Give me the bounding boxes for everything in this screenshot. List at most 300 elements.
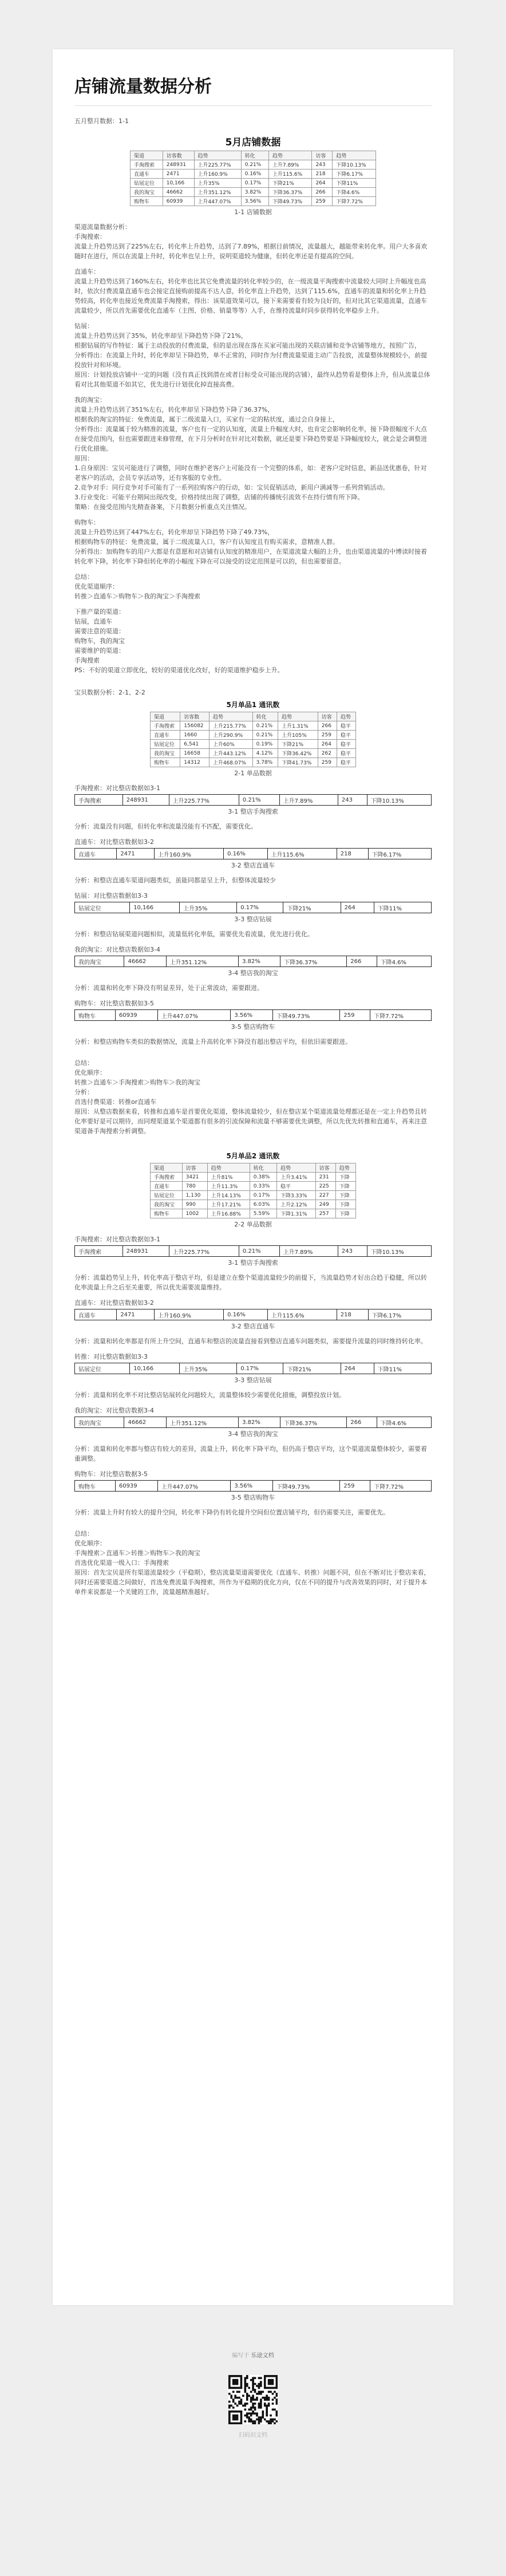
section-cart (74, 518, 432, 566)
table-cell: 上升14.13% (207, 1191, 250, 1200)
section-summary-3 (74, 1529, 432, 1597)
table-cell: 3.56% (241, 197, 268, 206)
table-cell: 259 (318, 758, 337, 767)
comparison-heading: 购物车：对比整店数据如3-5 (74, 1000, 154, 1007)
table-cell: 3.82% (241, 188, 268, 197)
table-header-cell: 访客数 (163, 151, 194, 160)
table-cell: 我的淘宝 (75, 956, 124, 967)
table-cell: 下降 (335, 1200, 355, 1209)
table-cell: 0.21% (239, 795, 279, 806)
comparison-caption: 3-5 整店购物车 (231, 1494, 275, 1501)
paragraph: 1.自身原因：宝贝可能进行了调整，同时在维护老客户上可能没有一个完整的体系，如：老客户定时信息，新品送优惠卷，针对老客户的活动，会员专享活动等，还有客服的专业性。 (74, 464, 427, 482)
figure-1-title: 5月店铺数据 (225, 137, 281, 148)
paragraph: 需要维护的渠道： (74, 647, 125, 654)
table-header-cell: 趋势 (335, 1163, 355, 1173)
table-cell: 262 (318, 749, 337, 758)
table-cell: 0.21% (252, 731, 278, 740)
paragraph: 流量上升趋势达到了35%，转化率却呈下降趋势下降了21%， (74, 332, 247, 340)
table-cell: 上升290.9% (209, 731, 252, 740)
table-cell: 上升225.77% (194, 160, 241, 169)
footer-prefix: 编写于 (232, 2353, 250, 2359)
comparison-heading: 手淘搜索：对比整店数据如3-1 (74, 784, 160, 792)
paragraph: 原因：计划投放店铺中一定的问题（没有真正找到潜在或者目标受众可能出现的店铺），最终从趋势看是整体上升，但从流量总体看对比其他渠道不如其它，优先进行计划优化掉直接高费。 (74, 371, 430, 388)
figure-3 (74, 1151, 432, 1229)
table-cell: 直通车 (75, 849, 117, 859)
table-row (131, 160, 376, 169)
table-cell: 60939 (163, 197, 194, 206)
table-cell: 2471 (117, 1309, 155, 1320)
table-header-cell: 转化 (250, 1163, 276, 1173)
paragraph: 渠道流量数据分析： (74, 223, 131, 231)
comparison-caption: 3-4 整店我的淘宝 (228, 1430, 278, 1438)
table-cell: 266 (347, 1417, 377, 1428)
table-cell: 264 (318, 740, 337, 749)
table-cell: 上升115.6% (267, 849, 337, 859)
table-cell: 上升7.89% (279, 1246, 338, 1257)
table-cell: 下降10.13% (367, 795, 431, 806)
table-cell: 5.59% (250, 1209, 276, 1218)
table-cell: 下降4.6% (377, 1417, 431, 1428)
table-cell: 2471 (117, 849, 155, 859)
table-cell: 手淘搜索 (151, 1173, 183, 1182)
table-cell: 上升351.12% (194, 188, 241, 197)
table-cell: 14312 (180, 758, 209, 767)
table-cell: 下降21% (268, 179, 312, 188)
paragraph: 钻展，直通车 (74, 618, 112, 625)
table-cell: 264 (341, 1363, 374, 1374)
table-row (131, 197, 376, 206)
store-data-table (130, 151, 376, 206)
table-row (131, 179, 376, 188)
product1-data-table (150, 712, 356, 767)
table-cell: 6,541 (180, 740, 209, 749)
paragraph: 手淘搜索 (74, 657, 100, 664)
table-cell: 购物车 (75, 1010, 116, 1021)
table-cell: 上升35% (194, 179, 241, 188)
table-cell: 下降21% (283, 902, 341, 913)
table-cell: 257 (315, 1209, 335, 1218)
table-header-cell: 趋势 (278, 712, 318, 721)
table-row (151, 731, 356, 740)
table-cell: 上升60% (209, 740, 252, 749)
table-cell: 下降11% (374, 902, 431, 913)
paragraph: 转推＞直通车＞手淘搜索＞购物车＞我的淘宝 (74, 1079, 200, 1086)
comparison-heading: 我的淘宝：对比整店数据如3-4 (74, 946, 160, 953)
table-header-cell: 渠道 (151, 712, 180, 721)
paragraph: 需要注意的渠道： (74, 628, 125, 635)
table-cell: 下降10.13% (333, 160, 376, 169)
paragraph: 流量上升趋势达到了160%左右，转化率也比其它免费流量的转化率较少的，在一级流量平淘搜索中流量较大同时上升幅度也高时，依次付费流量直通车也会接定直接购前提高不达人意，转化率直上升趋势，达到了115.6%，直通车的流量和转化率上升趋势较高，转化率也接近免费流量手淘搜索，得出：该渠道效果可以，接下来需要看有较为良好的，但对比其它渠道流量，直通车流量较少，所以首先需要优化直通车（主图、价格、销量等等）入手，在维持流量时同步获得转化率稳步上升。 (74, 278, 427, 314)
table-cell: 3.82% (239, 1417, 280, 1428)
table-cell: 上升115.6% (268, 169, 312, 179)
table-cell: 0.17% (237, 902, 283, 913)
comparison-row-table (74, 1363, 432, 1374)
comparison-caption: 3-4 整店我的淘宝 (228, 969, 278, 977)
paragraph: 转推＞直通车＞购物车＞我的淘宝＞手淘搜索 (74, 593, 200, 600)
table-cell: 下降7.72% (370, 1010, 432, 1021)
table-cell: 上升11.3% (207, 1182, 250, 1191)
table-cell: 上升215.77% (209, 721, 252, 731)
paragraph: 首选优化渠道一级入口：手淘搜索 (74, 1559, 169, 1567)
table-cell: 46662 (124, 1417, 166, 1428)
table-cell: 1660 (180, 731, 209, 740)
comparison-analysis: 分析：和整店直通车渠道问题类似，虽能同都是呈上升，但整体流量较少 (74, 877, 276, 884)
table-cell: 下降3.33% (276, 1191, 315, 1200)
table-cell: 上升351.12% (166, 1417, 238, 1428)
table-header-cell: 趋势 (209, 712, 252, 721)
table-cell: 0.17% (241, 179, 268, 188)
table-cell: 下降 (335, 1191, 355, 1200)
table-cell: 3.56% (231, 1481, 273, 1492)
table-cell: 3.78% (252, 758, 278, 767)
table-cell: 稳平 (337, 740, 355, 749)
comparison-row-table (74, 1309, 432, 1320)
table-cell: 下降41.73% (278, 758, 318, 767)
table-cell: 我的淘宝 (131, 188, 163, 197)
table-cell: 60939 (115, 1010, 157, 1021)
comparison-row-table (74, 1009, 432, 1021)
paragraph: 优化渠道顺序： (74, 583, 118, 590)
paragraph: 策略：在接受范围内先精查备案，下月数据分析重点关注情况。 (74, 503, 251, 511)
table-cell: 0.21% (252, 721, 278, 731)
paragraph: 手淘搜索： (74, 233, 106, 240)
table-cell: 259 (340, 1010, 370, 1021)
table-row (151, 1209, 356, 1218)
table-cell: 下降 (335, 1209, 355, 1218)
table-cell: 上升160.9% (154, 849, 223, 859)
product2-comparisons (74, 1234, 432, 1523)
figure-2 (74, 700, 432, 778)
table-header-cell: 访客 (318, 712, 337, 721)
table-cell: 下降6.17% (333, 169, 376, 179)
table-cell: 0.21% (241, 160, 268, 169)
product2-data-table (150, 1163, 356, 1218)
paragraph: 流量上升趋势达到了447%左右，转化率却呈下降趋势下降了49.73%， (74, 528, 274, 536)
paragraph: 手淘搜索＞直通车＞转推＞购物车＞我的淘宝 (74, 1549, 200, 1557)
paragraph: 根据我的淘宝的特征：免费流量，属于二级流量入口，买家有一定的粘状度，通过会自身接上， (74, 416, 339, 423)
table-cell: 稳平 (337, 721, 355, 731)
table-cell: 下降49.73% (268, 197, 312, 206)
comparison-heading: 直通车：对比整店数据如3-2 (74, 838, 154, 846)
table-cell: 264 (312, 179, 333, 188)
paragraph: 下推产量的渠道： (74, 608, 125, 616)
table-cell: 上升7.89% (268, 160, 312, 169)
table-header-cell: 趋势 (207, 1163, 250, 1173)
table-cell: 下降21% (283, 1363, 341, 1374)
comparison-caption: 3-1 整店手淘搜索 (228, 808, 278, 815)
table-cell: 266 (318, 721, 337, 731)
table-cell: 我的淘宝 (151, 749, 180, 758)
table-cell: 16658 (180, 749, 209, 758)
table-cell: 手淘搜索 (75, 1246, 123, 1257)
qr-code-icon[interactable] (228, 2375, 278, 2424)
table-cell: 下降7.72% (333, 197, 376, 206)
paragraph: 根据购物车的特征：免费流量，属于二级流量入口，客户有认知度且有购买需求，意精准人群。 (74, 538, 339, 546)
intro-text: 五月整月数据：1-1 (74, 117, 129, 125)
table-header-cell: 转化 (241, 151, 268, 160)
paragraph: 流量上升趋势达到了351%左右，转化率却呈下降趋势下降了36.37%， (74, 406, 274, 413)
table-cell: 上升351.12% (166, 956, 238, 967)
table-header-cell: 访客 (312, 151, 333, 160)
table-cell: 0.19% (252, 740, 278, 749)
paragraph: 总结： (74, 573, 93, 581)
comparison-heading: 转推：对比整店数据如3-3 (74, 1353, 148, 1360)
table-cell: 下降4.6% (377, 956, 431, 967)
table-cell: 手淘搜索 (151, 721, 180, 731)
table-cell: 下降36.42% (278, 749, 318, 758)
table-cell: 6.03% (250, 1200, 276, 1209)
paragraph: 首选付费渠道：转推or直通车 (74, 1098, 157, 1106)
table-cell: 下降49.73% (273, 1010, 340, 1021)
table-cell: 我的淘宝 (75, 1417, 124, 1428)
table-cell: 钻展定位 (151, 740, 180, 749)
table-header-cell: 转化 (252, 712, 278, 721)
paragraph: 直通车： (74, 268, 100, 275)
table-cell: 下降21% (278, 740, 318, 749)
table-header-cell: 访客 (315, 1163, 335, 1173)
table-cell: 0.16% (224, 849, 267, 859)
title-divider (74, 105, 432, 106)
table-cell: 上升443.12% (209, 749, 252, 758)
table-cell: 上升160.9% (154, 1309, 223, 1320)
comparison-row-table (74, 1480, 432, 1492)
table-cell: 225 (315, 1182, 335, 1191)
paragraph: 原因：从整店数据来看，转推和直通车是首要优化渠道，整体流量较少，但在整店某个渠道流量处理都还是在一定上升趋势且转化率要好是可以期待，而同理渠道某个渠道都有很多的引流保障和流量不够需要优先调整，所以先优先转推和直通车，再来注意渠道备手淘搜索分析调整。 (74, 1108, 427, 1135)
table-cell: 稳平 (337, 749, 355, 758)
table-cell: 上升447.07% (157, 1010, 231, 1021)
table-cell: 243 (312, 160, 333, 169)
table-cell: 上升115.6% (267, 1309, 337, 1320)
comparison-caption: 3-3 整店钻展 (234, 916, 272, 923)
table-cell: 购物车 (75, 1481, 116, 1492)
paragraph: 流量上升趋势达到了225%左右，转化率上升趋势，达到了7.89%，根据目前情况，流量越大，越能带来转化率。用户大多喜欢随时在进行，所以在流量上升时，转化率也呈上升，说明渠道较为健康，但转化率还是有提高的空间。 (74, 243, 428, 260)
comparison-row-table (74, 902, 432, 913)
table-cell: 购物车 (151, 758, 180, 767)
table-cell: 下降6.17% (368, 1309, 432, 1320)
table-cell: 0.17% (237, 1363, 283, 1374)
comparison-analysis: 分析：流量没有问题，但转化率和流量没能有不匹配，需要优化。 (74, 823, 257, 830)
table-cell: 上升160.9% (194, 169, 241, 179)
table-cell: 我的淘宝 (151, 1200, 183, 1209)
table-cell: 钻展定位 (75, 1363, 130, 1374)
table-cell: 下降4.6% (333, 188, 376, 197)
table-cell: 下降6.17% (368, 849, 432, 859)
table-cell: 上升2.12% (276, 1200, 315, 1209)
paragraph: 原因：首先宝贝是所有渠道流量较少（平稳期），整店流量渠道需要优化（直通车、转推）问题不同，但在不断对比于整店来看，同时还需要渠道之间做好，首选免费流量手淘搜索，所作为平稳期的优化方向，仅在不同的提升与改善效果的同时，对于提升本单件来说都是一个关键的工作，流量越精准越好。 (74, 1569, 430, 1596)
comparison-analysis: 分析：和整店购物车类似的数据情况，流量上升高转化率下降没有超出整店平均，但依旧需要跟进。 (74, 1038, 351, 1046)
table-cell: 10,166 (163, 179, 194, 188)
comparison-row-table (74, 794, 432, 806)
table-cell: 购物车 (131, 197, 163, 206)
table-header-cell: 趋势 (276, 1163, 315, 1173)
section-summary-1 (74, 572, 432, 675)
section-summary-2 (74, 1058, 432, 1136)
table-cell: 上升468.07% (209, 758, 252, 767)
figure-1 (74, 134, 432, 216)
table-row (151, 721, 356, 731)
paragraph: 根据钻展的写作特征：属于主动投放的付费流量，但的是出现在落在买家可能出现的关联店铺和竞争店铺等地方，按照广告， (74, 342, 421, 349)
table-cell: 1002 (182, 1209, 207, 1218)
table-cell: 钻展定位 (151, 1191, 183, 1200)
table-cell: 下降10.13% (367, 1246, 431, 1257)
table-cell: 266 (347, 956, 377, 967)
table-cell: 46662 (163, 188, 194, 197)
paragraph: 优化顺序： (74, 1069, 106, 1076)
table-cell: 259 (318, 731, 337, 740)
table-cell: 上升16.88% (207, 1209, 250, 1218)
table-cell: 上升1.31% (278, 721, 318, 731)
table-cell: 钻展定位 (131, 179, 163, 188)
table-row (151, 749, 356, 758)
footer-brand (0, 2350, 506, 2359)
table-row (151, 1182, 356, 1191)
table-cell: 上升7.89% (279, 795, 338, 806)
paragraph: 总结： (74, 1530, 93, 1537)
table-cell: 1,130 (182, 1191, 207, 1200)
comparison-row-table (74, 848, 432, 859)
figure-2-caption: 2-1 单品数据 (234, 770, 272, 777)
table-cell: 下降11% (374, 1363, 431, 1374)
table-row (151, 1200, 356, 1209)
table-row (151, 740, 356, 749)
table-cell: 0.16% (224, 1309, 267, 1320)
table-cell: 0.16% (241, 169, 268, 179)
footer-brand-name: 乐途文档 (251, 2353, 274, 2359)
table-cell: 46662 (124, 956, 166, 967)
table-cell: 钻展定位 (75, 902, 130, 913)
table-cell: 上升17.21% (207, 1200, 250, 1209)
table-cell: 3.56% (231, 1010, 273, 1021)
table-cell: 手淘搜索 (131, 160, 163, 169)
table-header-cell: 渠道 (151, 1163, 183, 1173)
table-header-cell: 渠道 (131, 151, 163, 160)
table-cell: 10,166 (130, 1363, 180, 1374)
table-row (131, 188, 376, 197)
paragraph: 分析得出：在流量上升时，转化率却呈下降趋势，单不正常的，同时作为付费流量渠道主动广告投放，流量整体规模较小，前提投放针对和环境。 (74, 352, 427, 369)
table-row (151, 1173, 356, 1182)
table-cell: 243 (338, 1246, 367, 1257)
table-cell: 264 (341, 902, 374, 913)
table-cell: 259 (340, 1481, 370, 1492)
table-cell: 上升447.07% (194, 197, 241, 206)
table-cell: 上升225.77% (169, 1246, 239, 1257)
table-cell: 156082 (180, 721, 209, 731)
table-cell: 0.17% (250, 1191, 276, 1200)
table-header-cell: 趋势 (333, 151, 376, 160)
table-cell: 下降 (335, 1182, 355, 1191)
table-cell: 0.21% (239, 1246, 279, 1257)
table-cell: 上升105% (278, 731, 318, 740)
table-header-cell: 趋势 (337, 712, 355, 721)
comparison-analysis: 分析：流量上升时有较大的提升空间，转化率下降仍有转化提升空间但位置店铺平均，但仍需要关注，需要优先。 (74, 1509, 389, 1516)
table-cell: 10,166 (130, 902, 180, 913)
table-cell: 231 (315, 1173, 335, 1182)
table-cell: 直通车 (131, 169, 163, 179)
paragraph: 分析得出：加购物车的用户大都是有意愿和对店铺有认知度的精准用户，在渠道流量大幅的上升，也由渠道流量的中博读时接着转化率下降，转化率下降但转化率的小幅度下降在可以接受的设定范围是可以的，但也需要留意。 (74, 548, 427, 565)
table-cell: 248931 (122, 795, 169, 806)
table-cell: 手淘搜索 (75, 795, 123, 806)
paragraph: 优化顺序： (74, 1540, 106, 1547)
comparison-row-table (74, 1245, 432, 1257)
comparison-caption: 3-2 整店直通车 (231, 1323, 275, 1330)
table-header-cell: 访客 (182, 1163, 207, 1173)
table-cell: 下降1.31% (276, 1209, 315, 1218)
doc-title: 店铺流量数据分析 (74, 77, 212, 97)
table-row (131, 169, 376, 179)
table-cell: 218 (312, 169, 333, 179)
document-content (53, 49, 453, 1597)
comparison-analysis: 分析：流量和转化率都与整店有较大的差异，流量上升，转化率下降平均，但仍高于整店平均，这个渠道流量整体较少，需要着重调整。 (74, 1445, 427, 1462)
paragraph: PS：不好的渠道立即优化，较好的渠道优化改好，好的渠道维护稳步上升。 (74, 666, 284, 674)
figure-1-caption: 1-1 店铺数据 (234, 208, 272, 216)
paragraph: 分析： (74, 1088, 93, 1096)
table-cell: 218 (337, 1309, 368, 1320)
comparison-heading: 手淘搜索：对比整店数据如3-1 (74, 1236, 160, 1243)
comparison-heading: 直通车：对比整店数据如3-2 (74, 1299, 154, 1307)
table-cell: 下降 (335, 1173, 355, 1182)
table-cell: 上升81% (207, 1173, 250, 1182)
table-cell: 60939 (115, 1481, 157, 1492)
table-cell: 下降11% (333, 179, 376, 188)
table-cell: 上升225.77% (169, 795, 239, 806)
table-cell: 直通车 (151, 731, 180, 740)
comparison-caption: 3-2 整店直通车 (231, 862, 275, 869)
table-cell: 上升35% (180, 902, 237, 913)
paragraph: 购物车，我的淘宝 (74, 637, 125, 645)
table-cell: 上升3.41% (276, 1173, 315, 1182)
table-header-cell: 访客数 (180, 712, 209, 721)
table-cell: 下降36.37% (280, 956, 347, 967)
paragraph: 3.行业变化：可能平台期间出现改变，价格持续出现了调整，店铺的传播统引流效不在持行情有所下降。 (74, 494, 364, 501)
paragraph: 我的淘宝： (74, 396, 106, 404)
table-cell: 上升35% (180, 1363, 237, 1374)
table-cell: 购物车 (151, 1209, 183, 1218)
figure-3-title: 5月单品2 通讯数 (226, 1152, 280, 1160)
document-page (53, 49, 453, 2305)
comparison-heading: 购物车：对比整店数据3-5 (74, 1470, 148, 1478)
table-cell: 下降49.73% (273, 1481, 340, 1492)
comparison-analysis: 分析：流量趋势呈上升，转化率高于整店平均，但是建立在整个渠道流量较少的前提下，当流量趋势才好出合趋于稳健，所以转化率流量上升之后至关重要，所以优先需要流量维持。 (74, 1274, 427, 1291)
paragraph: 原因： (74, 455, 93, 462)
table-cell: 248931 (122, 1246, 169, 1257)
comparison-analysis: 分析：流量和转化率下降没有明显差异，处于正常波动，需要跟进。 (74, 984, 263, 992)
comparison-caption: 3-5 整店购物车 (231, 1023, 275, 1031)
section-my-taobao (74, 395, 432, 512)
paragraph: 2.竞争对手：同行竞争对手可能有了一系列拉购客户的行动，如：宝贝促销活动，新用户满减等一系列营销活动。 (74, 484, 389, 491)
page-footer (0, 2350, 506, 2439)
table-cell: 稳平 (337, 731, 355, 740)
comparison-heading: 钻展：对比整店数据如3-3 (74, 892, 148, 900)
table-cell: 266 (312, 188, 333, 197)
comparison-caption: 3-3 整店钻展 (234, 1376, 272, 1384)
comparison-heading: 我的淘宝：对比整店数据3-4 (74, 1407, 154, 1414)
table-cell: 259 (312, 197, 333, 206)
comparison-row-table (74, 956, 432, 967)
table-row (151, 758, 356, 767)
table-cell: 稳平 (276, 1182, 315, 1191)
table-cell: 218 (337, 849, 368, 859)
paragraph: 钻展： (74, 322, 93, 330)
table-cell: 0.38% (250, 1173, 276, 1182)
paragraph: 总结： (74, 1059, 93, 1067)
paragraph: 购物车： (74, 519, 100, 526)
table-cell: 249 (315, 1200, 335, 1209)
comparison-analysis: 分析：流量和转化率不对比整店钻展转化问题较大，流量整体较少需要优化措施，调整投放计划。 (74, 1391, 345, 1399)
table-cell: 直通车 (75, 1309, 117, 1320)
figure-3-caption: 2-2 单品数据 (234, 1221, 272, 1228)
table-cell: 4.12% (252, 749, 278, 758)
figure-2-title: 5月单品1 通讯数 (226, 701, 280, 709)
